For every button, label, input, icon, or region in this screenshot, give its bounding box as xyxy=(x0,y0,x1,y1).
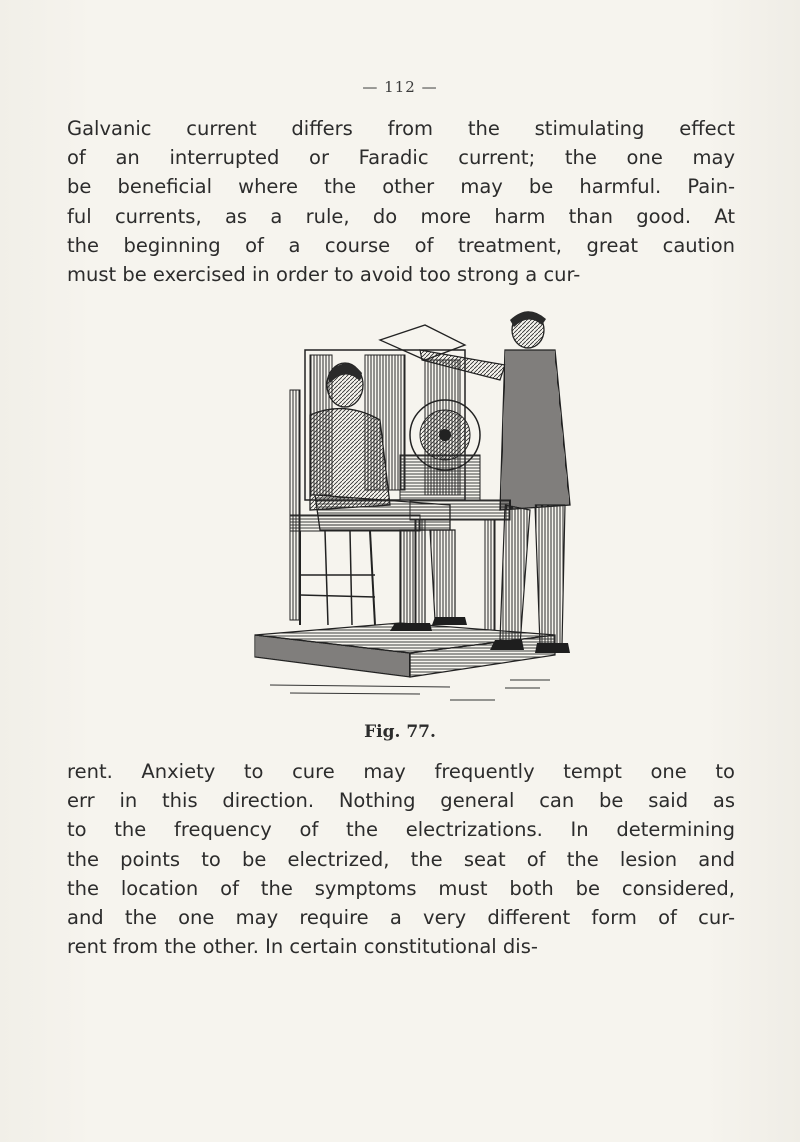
text-line: be beneficial where the other may be harmful. Pain- xyxy=(67,175,735,199)
paragraph-bottom xyxy=(67,757,735,961)
text-line: the location of the symptoms must both be considered, xyxy=(67,876,735,900)
text-line: to the frequency of the electrizations. In determining xyxy=(67,818,735,842)
text-line: the beginning of a course of treatment, great caution xyxy=(67,233,735,257)
text-line: rent from the other. In certain constitutional dis- xyxy=(67,935,538,959)
figure-caption: Fig. 77. xyxy=(364,722,436,742)
text-line: must be exercised in order to avoid too strong a cur- xyxy=(67,263,581,287)
figure-illustration xyxy=(250,305,590,720)
text-line: of an interrupted or Faradic current; the one may xyxy=(67,146,735,170)
text-line: rent. Anxiety to cure may frequently tempt one to xyxy=(67,760,735,783)
text-line: the points to be electrized, the seat of the lesion and xyxy=(67,847,735,871)
paragraph-top xyxy=(67,114,735,289)
text-line: ful currents, as a rule, do more harm than good. At xyxy=(67,204,735,228)
text-line: err in this direction. Nothing general can be said as xyxy=(67,789,735,813)
text-line: Galvanic current differs from the stimulating effect xyxy=(67,117,735,140)
text-line: and the one may require a very different form of cur- xyxy=(67,906,735,930)
engraving-illustration xyxy=(250,305,590,720)
page-number: — 112 — xyxy=(362,78,438,96)
